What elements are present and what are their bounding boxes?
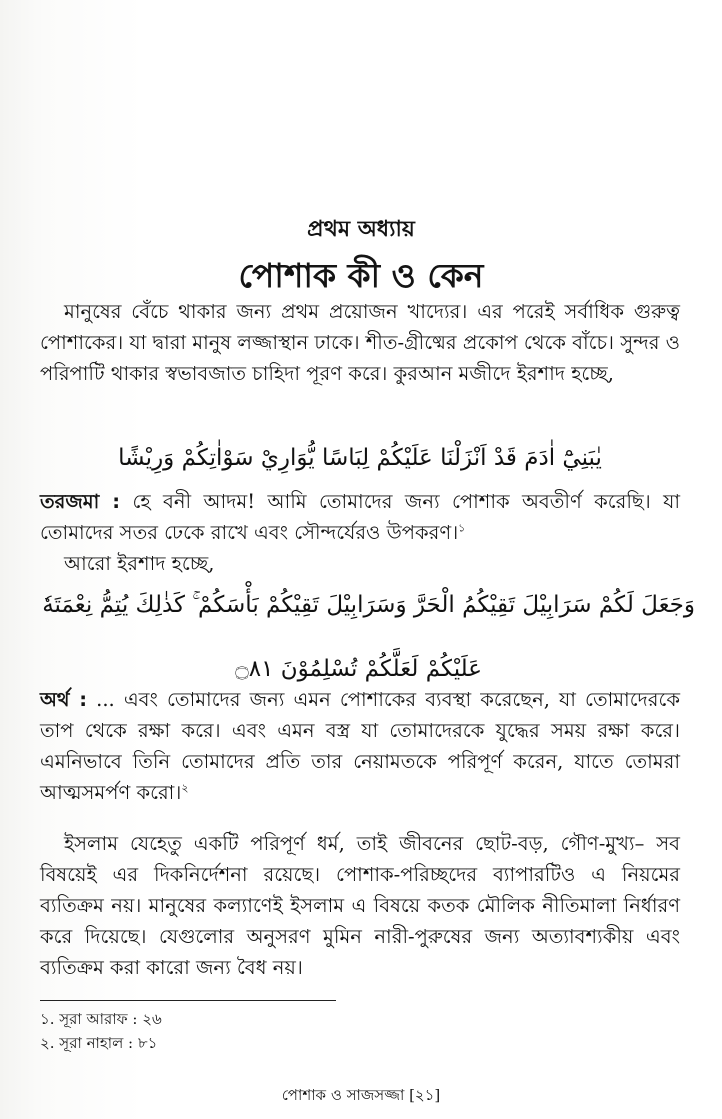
footnote-divider (40, 1000, 336, 1001)
translation-2 (40, 684, 680, 808)
translation-2-label: অর্থ : (40, 688, 88, 711)
footnote-1: ১. সূরা আরাফ : ২৬ (40, 1010, 162, 1028)
translation-1-label: তরজমা : (40, 490, 121, 513)
footnote-2: ২. সূরা নাহাল : ৮১ (40, 1034, 158, 1052)
translation-1 (40, 486, 680, 548)
footnote-ref-2: ২ (181, 781, 189, 795)
footnote-ref-1: ১ (458, 521, 466, 535)
translation-2-text: ... এবং তোমাদের জন্য এমন পোশাকের ব্যবস্থা করেছেন, যা তোমাদেরকে তাপ থেকে রক্ষা করে। এবং এমন বস্ত্র যা তোমাদেরকে যুদ্ধের সময় রক্ষা করে। এমনিভাবে তিনি তোমাদের প্রতি তার নেয়ামতকে পরিপূর্ণ করেন, যাতে তোমরা আত্মসমর্পণ করো। (40, 688, 680, 804)
chapter-label: প্রথম অধ্যায় (307, 217, 415, 242)
running-footer: পোশাক ও সাজসজ্জা [২১] (281, 1086, 441, 1104)
translation-1-text: হে বনী আদম! আমি তোমাদের জন্য পোশাক অবতীর্ণ করেছি। যা তোমাদের সতর ঢেকে রাখে এবং সৌন্দর্যেরও উপকরণ। (40, 490, 680, 544)
quran-verse-1: يٰبَنِيْٓ اٰدَمَ قَدْ اَنْزَلْنَا عَلَيْكُمْ لِبَاسًا يُّوَارِيْ سَوْاٰتِكُمْ وَرِيْشًا (118, 445, 602, 471)
quran-verse-2-line-1: وَجَعَلَ لَكُمْ سَرَابِيْلَ تَقِيْكُمُ الْحَرَّ وَسَرَابِيْلَ تَقِيْكُمْ بَأْسَكُمْ ۚ كَذٰلِكَ يُتِمُّ نِعْمَتَهٗ (42, 592, 695, 618)
quran-verse-2-line-2: عَلَيْكُمْ لَعَلَّكُمْ تُسْلِمُوْنَ ۝٨١ (235, 656, 482, 682)
chapter-title: পোশাক কী ও কেন (238, 256, 484, 295)
intro-paragraph: মানুষের বেঁচে থাকার জন্য প্রথম প্রয়োজন খাদ্যের। এর পরেই সর্বাধিক গুরুত্ব পোশাকের। যা দ্বারা মানুষ লজ্জাস্থান ঢাকে। শীত-গ্রীষ্মের প্রকোপ থেকে বাঁচে। সুন্দর ও পরিপাটি থাকার স্বভাবজাত চাহিদা পূরণ করে। কুরআন মজীদে ইরশাদ হচ্ছে, (40, 300, 680, 385)
again-intro: আরো ইরশাদ হচ্ছে, (64, 552, 215, 575)
islam-paragraph: ইসলাম যেহেতু একটি পরিপূর্ণ ধর্ম, তাই জীবনের ছোট-বড়, গৌণ-মুখ্য– সব বিষয়েই এর দিকনির্দেশনা রয়েছে। পোশাক-পরিচ্ছদের ব্যাপারটিও এ নিয়মের ব্যতিক্রম নয়। মানুষের কল্যাণেই ইসলাম এ বিষয়ে কতক মৌলিক নীতিমালা নির্ধারণ করে দিয়েছে। যেগুলোর অনুসরণ মুমিন নারী-পুরুষের জন্য অত্যাবশ্যকীয় এবং ব্যতিক্রম করা কারো জন্য বৈধ নয়। (40, 832, 680, 979)
